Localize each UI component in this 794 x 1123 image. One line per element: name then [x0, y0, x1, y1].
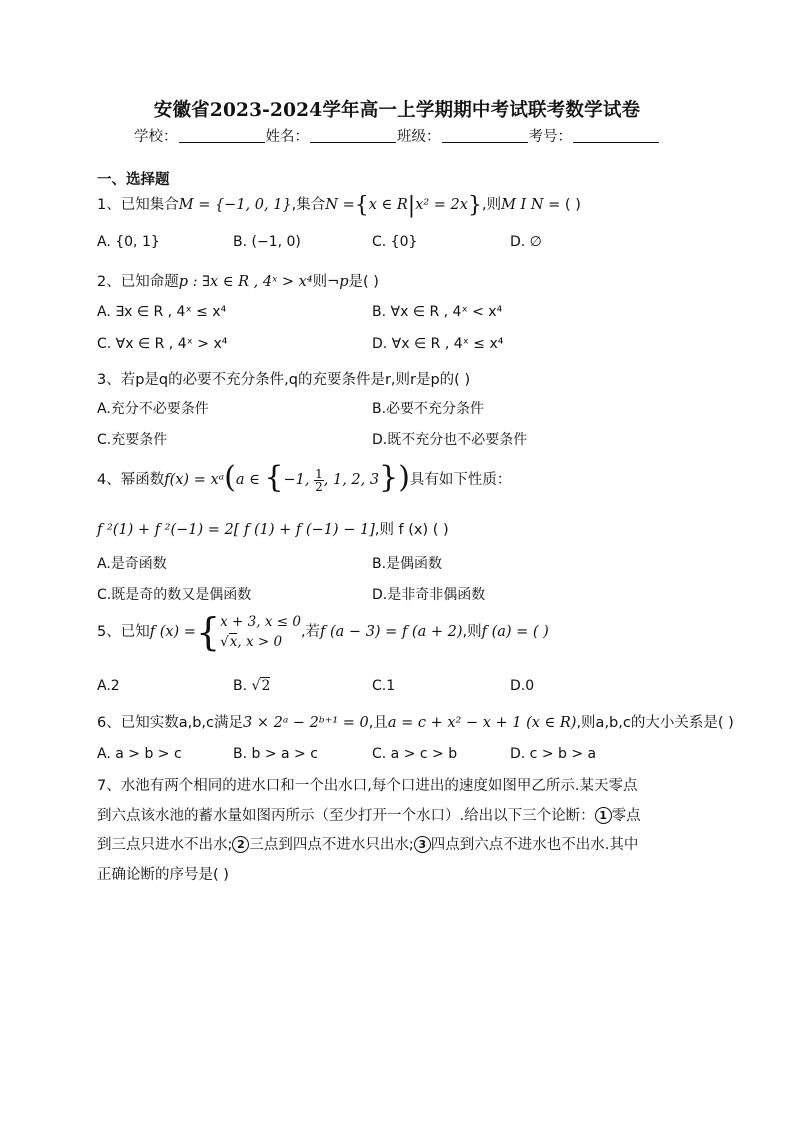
exam-number-blank[interactable]	[573, 128, 659, 143]
math-expression: f(x) = xᵃ	[164, 472, 225, 488]
q5-option-c[interactable]: C.1	[372, 678, 396, 694]
question-4-condition	[97, 518, 449, 539]
question-text: ,且	[368, 715, 388, 731]
right-brace: }	[379, 460, 399, 495]
question-1	[97, 193, 581, 218]
math-expression: f ²(1) + f ²(−1) = 2[ f (1) + f (−1) − 1]	[97, 522, 375, 538]
name-label: 姓名：	[265, 129, 309, 145]
q4-option-b[interactable]: B.是偶函数	[372, 556, 443, 572]
math-expression: ¬p	[327, 274, 349, 290]
question-text: ,集合	[291, 197, 326, 213]
q3-option-d[interactable]: D.既不充分也不必要条件	[372, 432, 528, 448]
math-expression: −1,	[283, 472, 315, 488]
q2-option-b[interactable]: B. ∀x ∈ R , 4ˣ < x⁴	[372, 304, 503, 320]
question-text: 已知	[120, 624, 150, 640]
left-brace: {	[264, 460, 284, 495]
math-expression: f (a) = ( )	[481, 624, 549, 640]
q2-option-a[interactable]: A. ∃x ∈ R , 4ˣ ≤ x⁴	[97, 304, 227, 320]
page-title: 安徽省2023-2024学年高一上学期期中考试联考数学试卷	[153, 100, 641, 121]
q4-option-c[interactable]: C.既是奇的数又是偶函数	[97, 587, 252, 603]
name-blank[interactable]	[310, 128, 396, 143]
q1-option-a[interactable]: A. {0, 1}	[97, 234, 160, 250]
question-5	[97, 612, 549, 652]
circled-number-1: 1	[595, 807, 612, 824]
question-3: 3、若p是q的必要不充分条件,q的充要条件是r,则r是p的( )	[97, 372, 471, 388]
q6-option-b[interactable]: B. b > a > c	[233, 746, 318, 762]
denominator: 2	[315, 479, 323, 494]
math-expression: x ∈ R	[368, 197, 408, 213]
math-expression: f (a − 3) = f (a + 2)	[320, 624, 463, 640]
question-text: 幂函数	[120, 472, 165, 488]
q4-option-a[interactable]: A.是奇函数	[97, 556, 167, 572]
left-paren: (	[224, 460, 236, 495]
q1-option-c[interactable]: C. {0}	[372, 234, 418, 250]
question-number: 2、	[97, 274, 121, 290]
vertical-bar: |	[407, 193, 416, 218]
question-text: ,则	[462, 624, 482, 640]
right-brace: }	[467, 193, 482, 218]
question-text: 则	[312, 274, 328, 290]
math-expression: a ∈	[235, 472, 265, 488]
case-one: x + 3, x ≤ 0	[220, 614, 301, 630]
math-expression: x² = 2x	[415, 197, 468, 213]
class-blank[interactable]	[442, 128, 528, 143]
question-text: 四点到六点不进水也不出水.其中	[430, 837, 639, 853]
math-expression: M = {−1, 0, 1}	[178, 197, 292, 213]
section-heading: 一、选择题	[97, 172, 170, 188]
question-text: ,则a,b,c的大小关系是( )	[576, 715, 734, 731]
q2-option-c[interactable]: C. ∀x ∈ R , 4ˣ > x⁴	[97, 336, 228, 352]
class-label: 班级：	[397, 129, 441, 145]
q5-option-d[interactable]: D.0	[510, 678, 535, 694]
sqrt-radicand: 2	[261, 678, 271, 694]
school-blank[interactable]	[179, 128, 265, 143]
q6-option-c[interactable]: C. a > c > b	[372, 746, 458, 762]
math-expression: M I N	[501, 197, 544, 213]
exam-number-label: 考号：	[528, 129, 572, 145]
left-brace: {	[354, 193, 369, 218]
numerator: 1	[315, 466, 323, 481]
question-text: 已知实数a,b,c满足	[120, 715, 244, 731]
question-text: 7、水池有两个相同的进水口和一个出水口,每个口进出的速度如图甲乙所示.某天零点	[97, 778, 638, 794]
q2-option-d[interactable]: D. ∀x ∈ R , 4ˣ ≤ x⁴	[372, 336, 504, 352]
question-number: 1、	[97, 197, 121, 213]
fraction-one-half	[314, 468, 324, 493]
case-two: √x, x > 0	[220, 634, 283, 650]
q3-option-c[interactable]: C.充要条件	[97, 432, 168, 448]
math-expression: 3 × 2ᵃ − 2ᵇ⁺¹ = 0	[243, 715, 369, 731]
math-expression: p : ∃x ∈ R , 4ˣ > x⁴	[178, 274, 313, 290]
piecewise-cases	[220, 612, 301, 652]
question-text: 三点到四点不进水只出水;	[249, 837, 414, 853]
q1-option-d[interactable]: D. ∅	[510, 234, 542, 250]
q4-option-d[interactable]: D.是非奇非偶函数	[372, 587, 486, 603]
q1-option-b[interactable]: B. (−1, 0)	[233, 234, 301, 250]
math-expression: , 1, 2, 3	[323, 472, 380, 488]
question-text: 到三点只进水不出水;	[97, 837, 233, 853]
question-text: 到六点该水池的蓄水量如图丙所示（至少打开一个水口）.给出以下三个论断：	[97, 807, 595, 824]
question-text: ,则	[481, 197, 502, 213]
q3-option-b[interactable]: B.必要不充分条件	[372, 401, 485, 417]
question-text-line	[97, 831, 707, 861]
question-text: 是( )	[348, 274, 379, 290]
student-info-line	[0, 125, 794, 146]
circled-number-2: 2	[232, 836, 249, 853]
question-text: 已知集合	[120, 197, 179, 213]
case-two-condition: , x > 0	[237, 634, 283, 650]
question-text: 零点	[611, 807, 641, 824]
question-text: = ( )	[543, 197, 581, 213]
question-7	[97, 772, 707, 890]
q5-option-b[interactable]: B. √2	[233, 678, 271, 694]
option-label: B.	[233, 678, 252, 694]
circled-number-3: 3	[414, 836, 431, 853]
math-expression: f (x) =	[149, 624, 196, 640]
right-paren: )	[398, 460, 410, 495]
question-text: 已知命题	[120, 274, 179, 290]
sqrt-radicand: x	[229, 634, 238, 650]
q6-option-a[interactable]: A. a > b > c	[97, 746, 182, 762]
question-6	[97, 711, 734, 732]
question-2	[97, 270, 379, 291]
q3-option-a[interactable]: A.充分不必要条件	[97, 401, 209, 417]
q6-option-d[interactable]: D. c > b > a	[510, 746, 597, 762]
math-expression: a = c + x² − x + 1 (x ∈ R)	[387, 715, 577, 731]
question-text: ,则 f (x) ( )	[374, 522, 449, 538]
question-number: 6、	[97, 715, 121, 731]
question-4	[97, 460, 511, 495]
question-text-line	[97, 802, 707, 832]
question-text: 正确论断的序号是( )	[97, 866, 229, 883]
question-number: 5、	[97, 624, 121, 640]
question-text: ,若	[300, 624, 321, 640]
math-expression: N =	[325, 197, 355, 213]
piecewise-brace: {	[195, 610, 221, 654]
question-number: 4、	[97, 472, 121, 488]
q5-option-a[interactable]: A.2	[97, 678, 120, 694]
school-label: 学校：	[134, 129, 178, 145]
question-text: 具有如下性质：	[409, 472, 512, 488]
